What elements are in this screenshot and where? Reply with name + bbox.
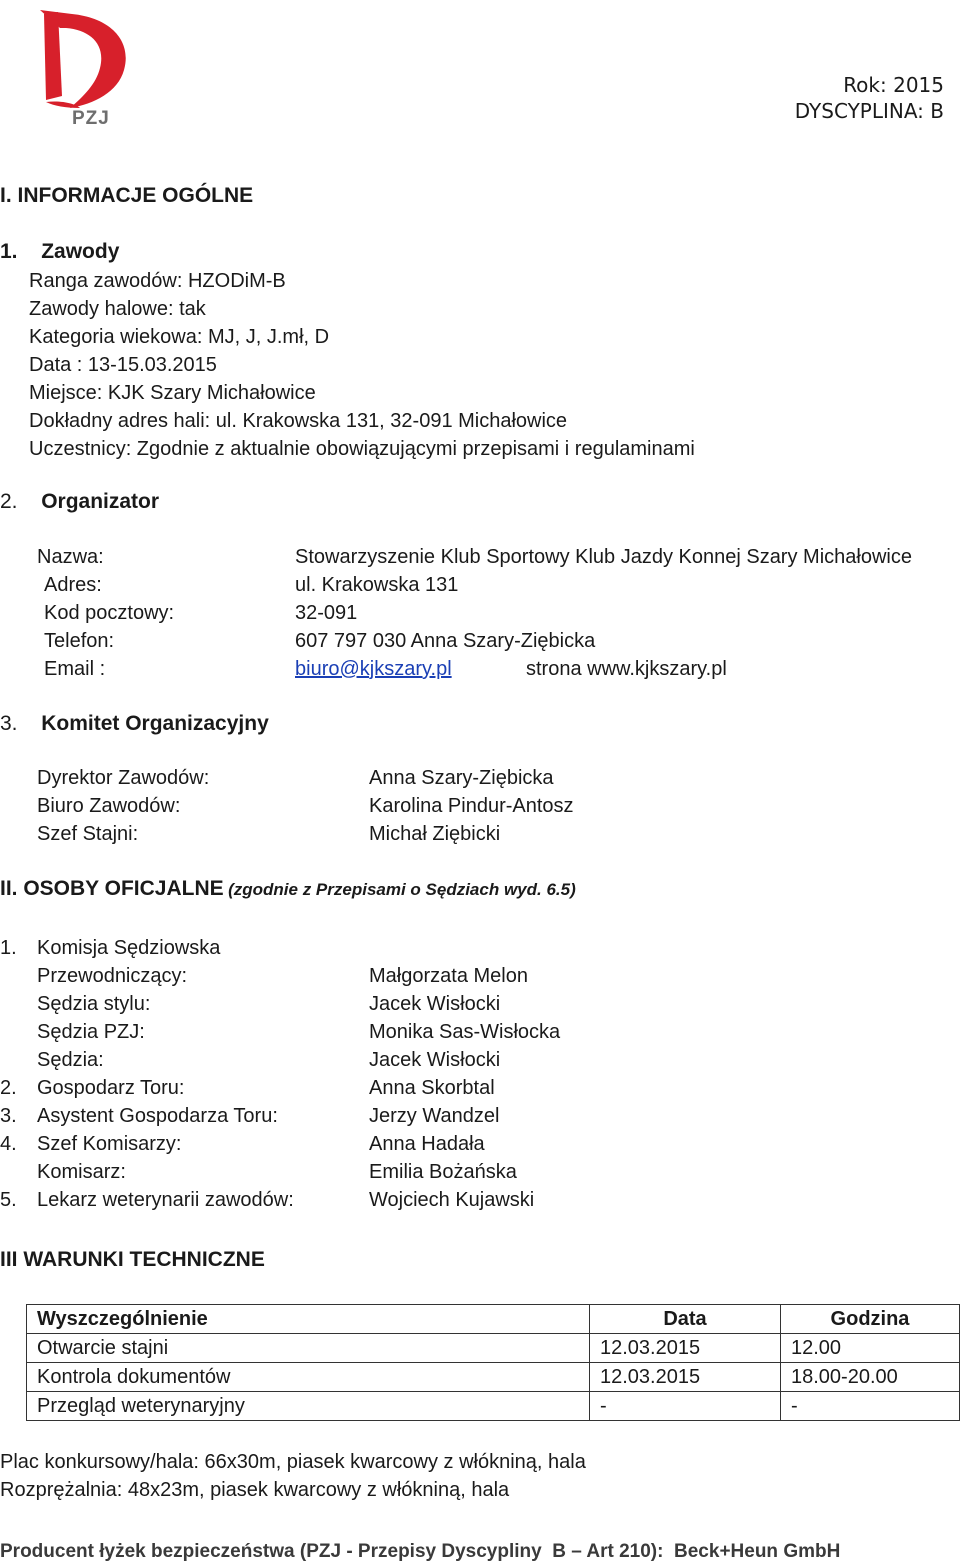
table-row [27,1334,960,1363]
section-2-subtitle: (zgodnie z Przepisami o Sędziach wyd. 6.5) [228,880,576,899]
official-label: Szef Komisarzy: [37,1133,182,1155]
table-row [27,1392,960,1421]
official-label: Sędzia: [37,1049,104,1071]
official-value: Jacek Wisłocki [369,993,501,1015]
zawody-line: Kategoria wiekowa: MJ, J, J.mł, D [29,326,330,348]
organizator-heading [0,488,159,516]
warmup-line: Rozprężalnia: 48x23m, piasek kwarcowy z włókniną, hala [0,1479,510,1501]
komitet-value: Anna Szary-Ziębicka [369,767,554,789]
zawody-title: Zawody [41,240,120,263]
table-header-cell: Data [590,1305,781,1334]
table-cell: 12.03.2015 [590,1363,781,1392]
zawody-line: Zawody halowe: tak [29,298,206,320]
official-value: Anna Hadała [369,1133,485,1155]
komitet-value: Michał Ziębicki [369,823,501,845]
official-value: Jerzy Wandzel [369,1105,500,1127]
section-2-heading [0,875,576,903]
org-website: strona www.kjkszary.pl [526,658,727,680]
section-1-title: I. INFORMACJE OGÓLNE [0,184,254,207]
official-num: 1. [0,937,17,959]
zawody-line: Ranga zawodów: HZODiM-B [29,270,286,292]
org-label: Telefon: [44,630,115,652]
table-header-row [27,1305,960,1334]
komitet-heading [0,710,269,738]
table-row [27,1363,960,1392]
official-label: Sędzia PZJ: [37,1021,145,1043]
komitet-value: Karolina Pindur-Antosz [369,795,574,817]
official-label: Gospodarz Toru: [37,1077,185,1099]
official-value: Anna Skorbtal [369,1077,495,1099]
organizator-num: 2. [0,490,18,513]
official-value: Jacek Wisłocki [369,1049,501,1071]
year-line: Rok: 2015 [843,73,944,97]
safety-stirrups-line: Producent łyżek bezpieczeństwa (PZJ - Przepisy Dyscypliny B – Art 210): Beck+Heun GmbH [0,1541,841,1562]
official-num: 4. [0,1133,17,1155]
org-label: Nazwa: [37,546,104,568]
official-value: Monika Sas-Wisłocka [369,1021,561,1043]
table-cell: - [781,1392,960,1421]
official-value: Małgorzata Melon [369,965,528,987]
table-cell: 18.00-20.00 [781,1363,960,1392]
org-email-label: Email : [44,658,106,680]
org-value: 32-091 [295,602,358,624]
table-cell: - [590,1392,781,1421]
zawody-line: Data : 13-15.03.2015 [29,354,217,376]
official-num: 2. [0,1077,17,1099]
komitet-label: Szef Stajni: [37,823,139,845]
zawody-num: 1. [0,240,18,263]
org-value: ul. Krakowska 131 [295,574,459,596]
official-label: Sędzia stylu: [37,993,151,1015]
org-label: Adres: [44,574,102,596]
org-value: 607 797 030 Anna Szary-Ziębicka [295,630,596,652]
official-value: Wojciech Kujawski [369,1189,535,1211]
official-label: Przewodniczący: [37,965,188,987]
org-value: Stowarzyszenie Klub Sportowy Klub Jazdy Konnej Szary Michałowice [295,546,912,568]
official-label: Komisarz: [37,1161,126,1183]
table-cell: Przegląd weterynaryjny [27,1392,590,1421]
official-num: 5. [0,1189,17,1211]
organizator-title: Organizator [41,490,160,513]
section-3-title: III WARUNKI TECHNICZNE [0,1248,265,1271]
logo-text: PZJ [72,108,110,129]
komitet-title: Komitet Organizacyjny [41,712,269,735]
discipline-line: DYSCYPLINA: B [794,99,944,123]
komitet-label: Biuro Zawodów: [37,795,181,817]
table-cell: 12.03.2015 [590,1334,781,1363]
komitet-num: 3. [0,712,18,735]
official-label: Asystent Gospodarza Toru: [37,1105,278,1127]
komitet-label: Dyrektor Zawodów: [37,767,210,789]
official-label: Lekarz weterynarii zawodów: [37,1189,294,1211]
zawody-heading [0,238,119,266]
official-label: Komisja Sędziowska [37,937,221,959]
zawody-line: Dokładny adres hali: ul. Krakowska 131, 32-091 Michałowice [29,410,568,432]
table-header-cell: Godzina [781,1305,960,1334]
table-header-cell: Wyszczególnienie [27,1305,590,1334]
doc-header-meta [795,72,944,124]
table-cell: Kontrola dokumentów [27,1363,590,1392]
org-label: Kod pocztowy: [44,602,175,624]
table-cell: 12.00 [781,1334,960,1363]
table-cell: Otwarcie stajni [27,1334,590,1363]
official-num: 3. [0,1105,17,1127]
arena-line: Plac konkursowy/hala: 66x30m, piasek kwarcowy z włókniną, hala [0,1451,586,1473]
schedule-table [26,1304,960,1421]
org-email-link[interactable]: biuro@kjkszary.pl [295,658,452,680]
official-value: Emilia Bożańska [369,1161,517,1183]
section-2-title: II. OSOBY OFICJALNE [0,877,224,900]
zawody-line: Uczestnicy: Zgodnie z aktualnie obowiązującymi przepisami i regulaminami [29,438,695,460]
pzj-logo [36,4,132,132]
zawody-line: Miejsce: KJK Szary Michałowice [29,382,316,404]
